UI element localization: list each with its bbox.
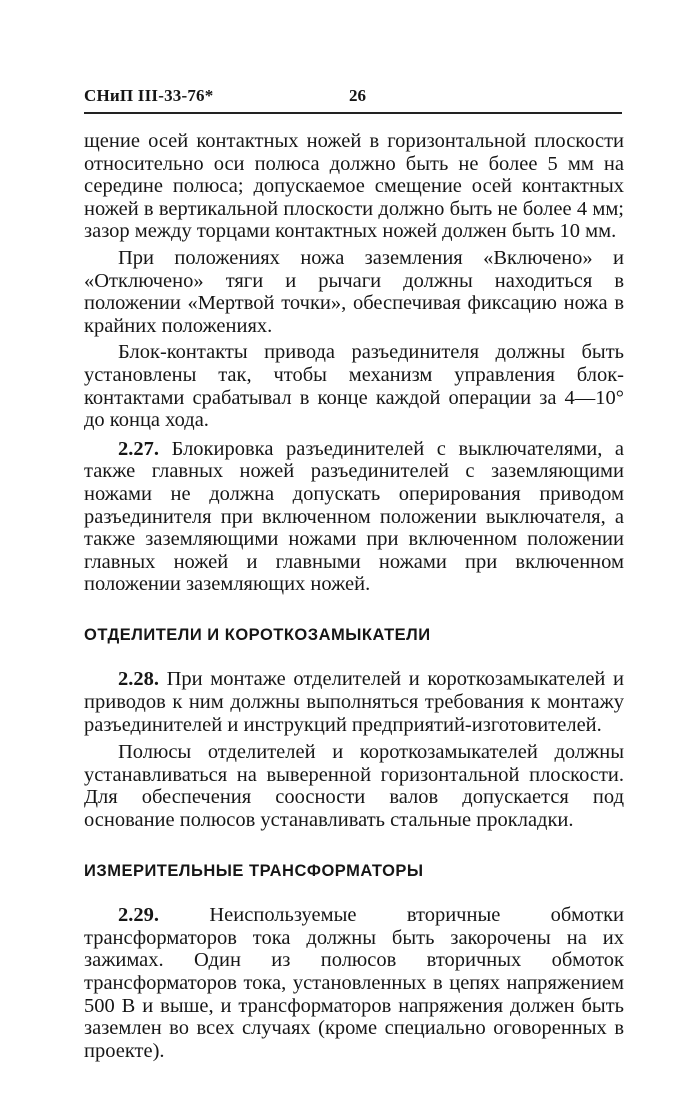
- header-rule: [84, 112, 622, 114]
- clause-text: При монтаже отделителей и короткозамыкателей и приводов к ним должны выполняться требования к монтажу разъединителей и инструкций предприятий-изготовителей.: [84, 668, 624, 736]
- clause-text: Блокировка разъединителей с выключателями, а также главных ножей разъединителей с заземляющими ножами не должна допускать оперирования приводом разъединителя при включенном положении выключателя, а также заземляющими ножами при включенном положении главных ножей и главными ножами при включенном положении заземляющих ножей.: [84, 437, 624, 596]
- clause-number: 2.27.: [118, 437, 159, 460]
- paragraph-2-27: [84, 438, 624, 596]
- section-heading-separators: ОТДЕЛИТЕЛИ И КОРОТКОЗАМЫКАТЕЛИ: [84, 625, 431, 644]
- page-body: [84, 130, 624, 1062]
- paragraph-block-contacts: Блок-контакты привода разъединителя должны быть установлены так, чтобы механизм управления блок-контактами срабатывал в конце каждой операции за 4—10° до конца хода.: [84, 341, 624, 432]
- clause-text: Неиспользуемые вторичные обмотки трансформаторов тока должны быть закорочены на их зажимах. Один из полюсов вторичных обмоток трансформаторов тока, установленных в цепях напряжением 500 В и выше, и трансформаторов напряжения должен быть заземлен во всех случаях (кроме специально оговоренных в проекте).: [84, 904, 625, 1062]
- paragraph-poles: Полюсы отделителей и короткозамыкателей должны устанавливаться на выверенной горизонтальной плоскости. Для обеспечения соосности валов допускается под основание полюсов устанавливать стальные прокладки.: [84, 741, 624, 832]
- clause-number: 2.29.: [118, 904, 159, 927]
- document-code: СНиП III-33-76*: [84, 86, 214, 105]
- page-header: [84, 86, 622, 116]
- page-number: 26: [349, 86, 366, 105]
- paragraph-2-29: [84, 904, 624, 1062]
- clause-number: 2.28.: [118, 668, 159, 691]
- paragraph-contact-alignment: щение осей контактных ножей в горизонтальной плоскости относительно оси полюса должно быть не более 5 мм на середине полюса; допускаемое смещение осей контактных ножей в вертикальной плоскости должно быть не более 4 мм; зазор между торцами контактных ножей должен быть 10 мм.: [84, 130, 624, 243]
- paragraph-2-28: [84, 668, 624, 736]
- paragraph-earthing-knife: При положениях ножа заземления «Включено» и «Отключено» тяги и рычаги должны находиться в положении «Мертвой точки», обеспечивая фиксацию ножа в крайних положениях.: [84, 246, 624, 337]
- section-heading-measuring-transformers: ИЗМЕРИТЕЛЬНЫЕ ТРАНСФОРМАТОРЫ: [84, 861, 424, 880]
